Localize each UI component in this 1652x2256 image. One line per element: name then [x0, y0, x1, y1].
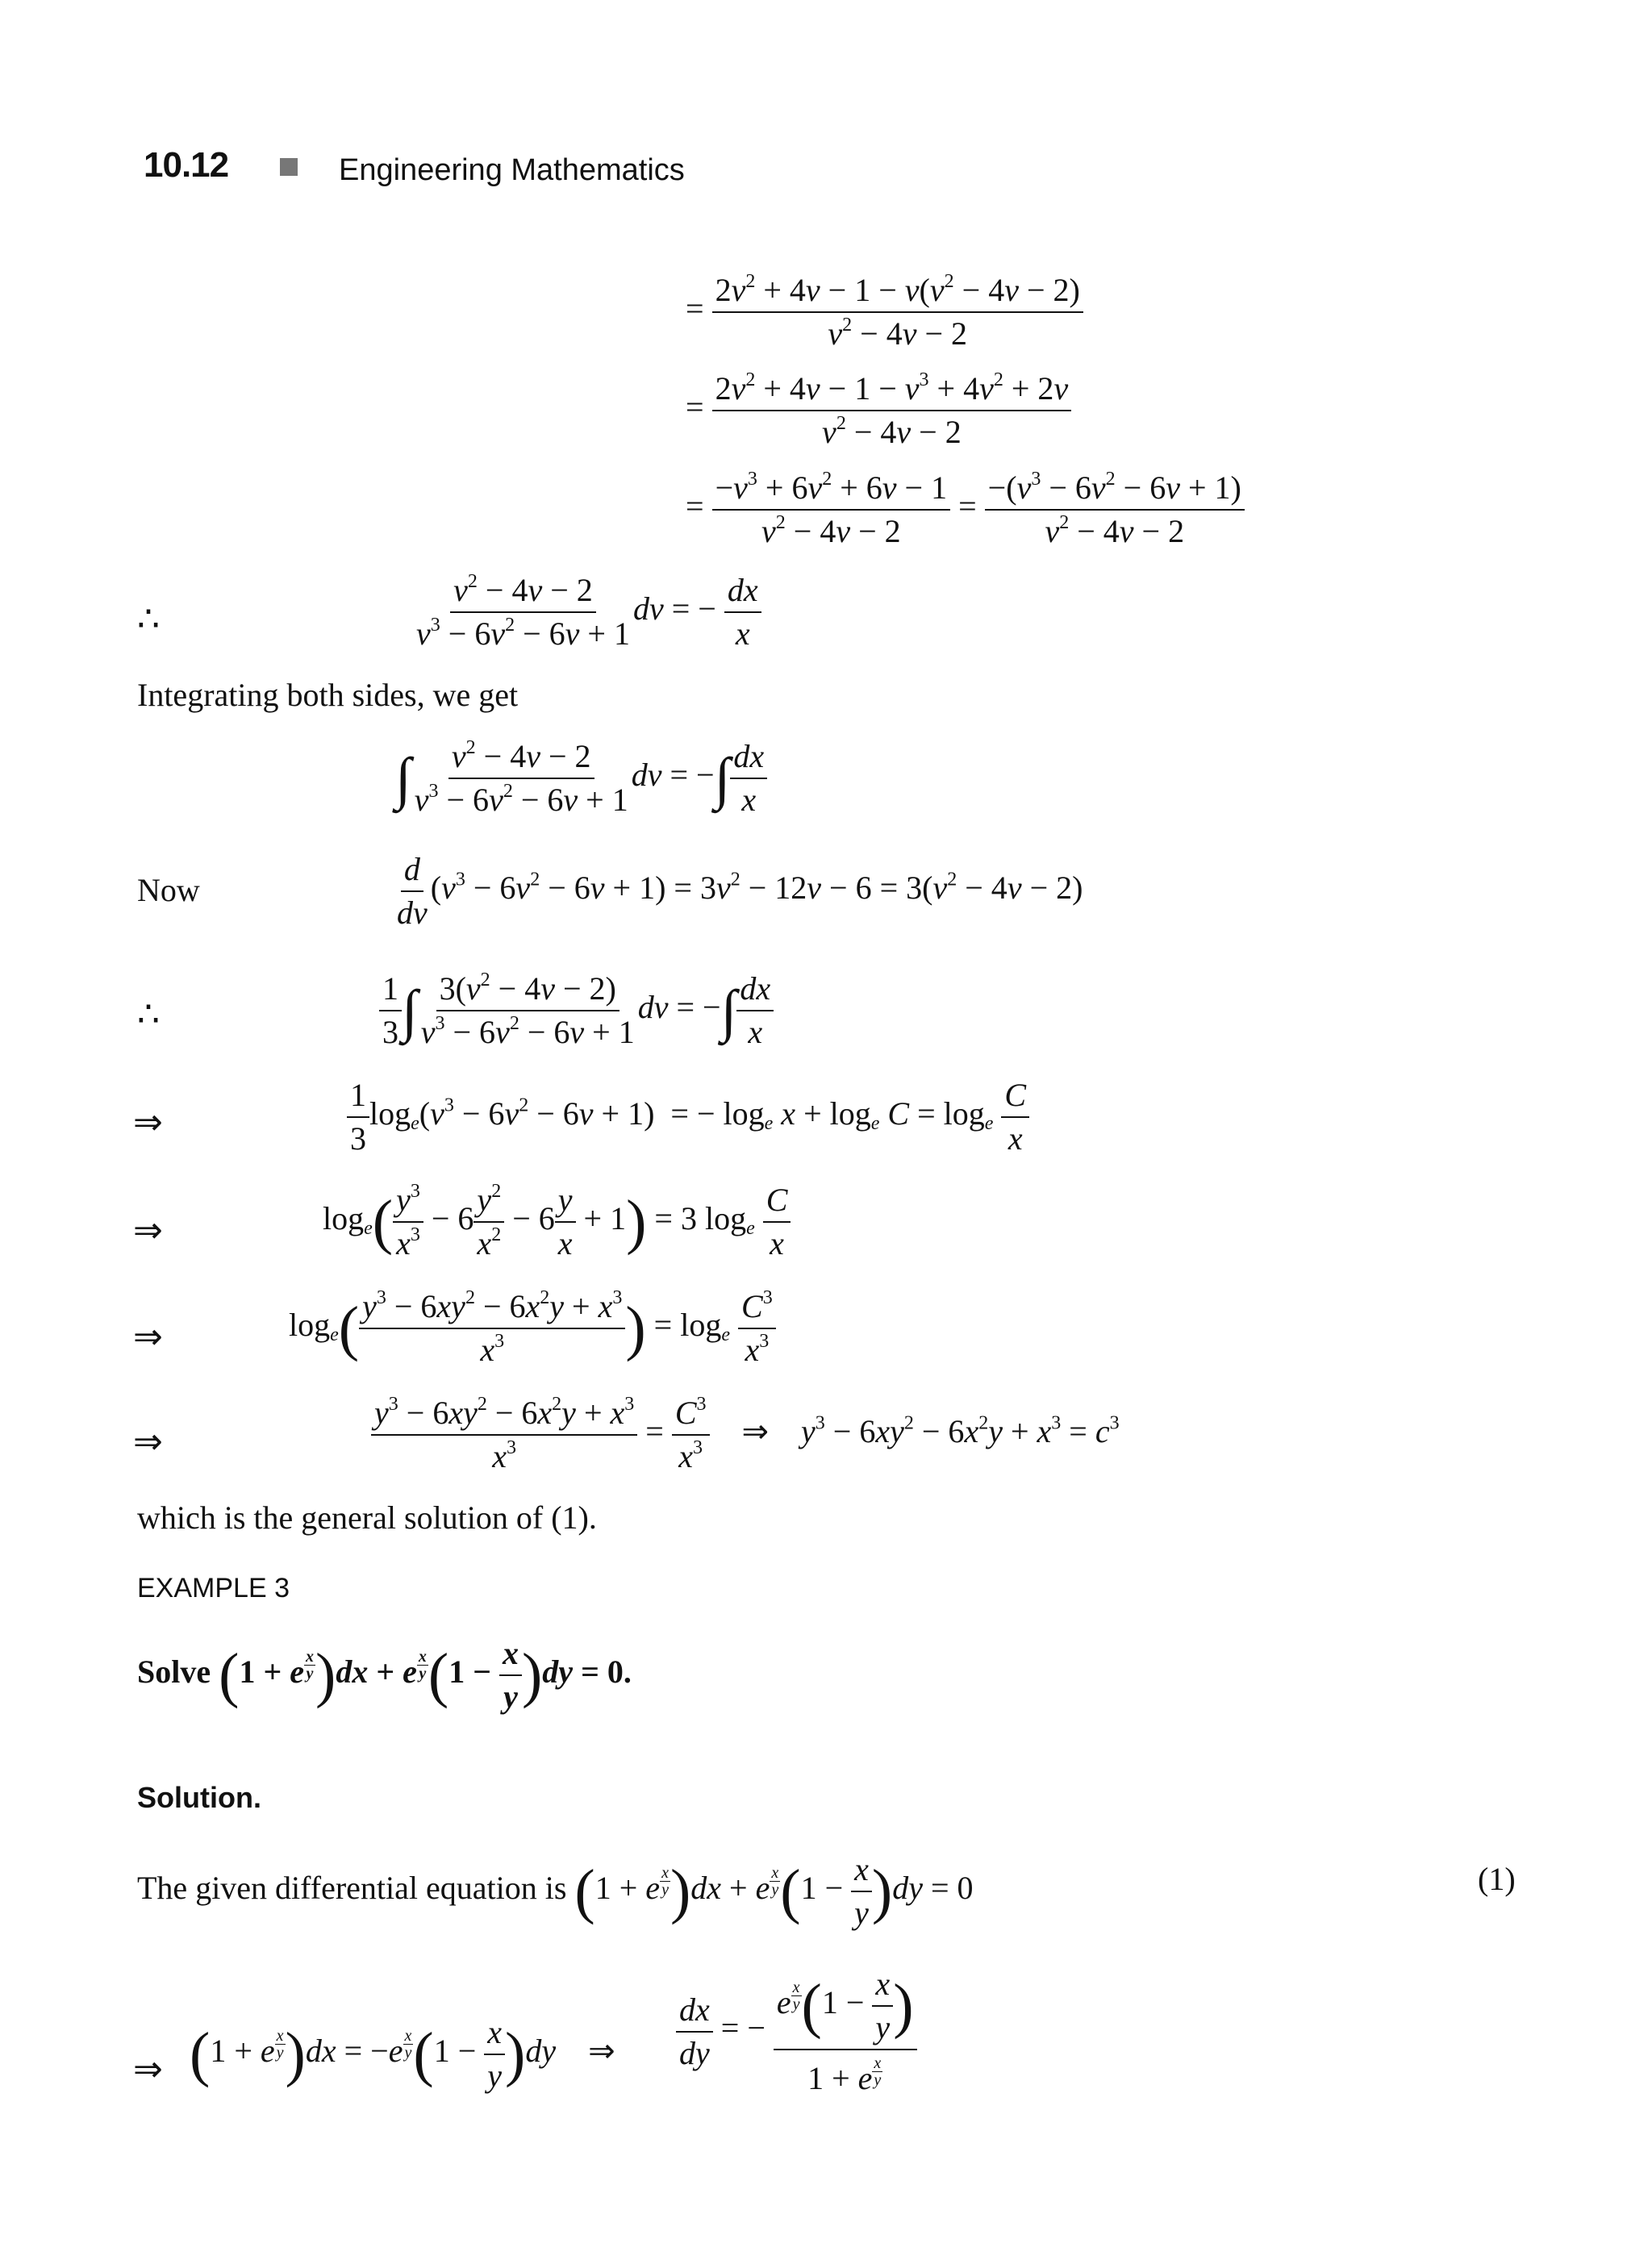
- equation-separated: $\frac{v^2 - 4v - 2}{v^3 - 6v^2 - 6v + 1}$ dv = − $\frac{dx}{x}$: [413, 574, 761, 650]
- equation-log-1: $\frac{1}{3}$ $\log_e(v^3 - 6v^2 - 6v + 1)$ = − $\log_e x + \log_e C = \log_e$ $\frac{C}{x}$: [347, 1079, 1029, 1155]
- equation-log-3: $\log_e$( $\frac{y^3 - 6xy^2 - 6x^2y + x^3}{x^3}$ ) = $\log_e$ $\frac{C^3}{x^3}$: [289, 1291, 776, 1366]
- therefore-symbol-2: ∴: [137, 995, 160, 1034]
- implies-symbol-3: ⇒: [133, 1317, 163, 1357]
- equation-integral: ∫ $\frac{v^2 - 4v - 2}{v^3 - 6v^2 - 6v + 1}$ dv = −∫ $\frac{dx}{x}$: [395, 740, 767, 816]
- now-text: Now: [137, 872, 200, 908]
- equation-number: (1): [1478, 1861, 1516, 1897]
- example-problem: Solve (1 + e $\frac{x}{y}$ )dx + e $\frac{x}{y}$ (1 − $\frac{x}{y}$ )dy = 0.: [137, 1635, 632, 1715]
- implies-symbol-4: ⇒: [133, 1422, 163, 1462]
- implies-symbol-2: ⇒: [133, 1211, 163, 1250]
- implies-symbol-5: ⇒: [133, 2050, 163, 2089]
- given-equation-text: The given differential equation is: [137, 1870, 567, 1907]
- equation-line-2: = $\frac{2v^2 + 4v - 1 - v^3 + 4v^2 + 2v}{v^2 - 4v - 2}$: [686, 373, 1071, 448]
- solution-heading: Solution.: [137, 1781, 261, 1814]
- therefore-symbol: ∴: [137, 599, 160, 639]
- equation-rearranged: (1 + e $\frac{x}{y}$ )dx = −e $\frac{x}{y}$ (1 − $\frac{x}{y}$ )dy ⇒: [190, 2014, 640, 2094]
- equation-line-1: = $\frac{2v^2 + 4v - 1 - v(v^2 - 4v - 2)}{v^2 - 4v - 2}$: [686, 274, 1083, 350]
- given-equation-line: The given differential equation is (1 + e $\frac{x}{y}$ )dx + e $\frac{x}{y}$ (1 − $\frac{x}{y}$ )dy = 0: [137, 1851, 974, 1931]
- equation-third-integral: $\frac{1}{3}$ ∫ $\frac{3(v^2 - 4v - 2)}{v^3 - 6v^2 - 6v + 1}$ dv = −∫ $\frac{dx}{x}$: [379, 973, 774, 1049]
- equation-final: $\frac{y^3 - 6xy^2 - 6x^2y + x^3}{x^3}$ = $\frac{C^3}{x^3}$ ⇒ $y^3 - 6xy^2 - 6x^2y + x^3 = c^3$: [371, 1397, 1120, 1473]
- page-number: 10.12: [144, 145, 229, 185]
- equation-dxdy: $\frac{dx}{dy}$ = − e $\frac{x}{y}$ (1 − $\frac{x}{y}$ ) 1 + e $\frac{x}{y}$: [676, 1968, 917, 2095]
- implies-symbol-1: ⇒: [133, 1103, 163, 1142]
- header-square-icon: [280, 158, 298, 176]
- general-solution-text: which is the general solution of (1).: [137, 1499, 597, 1536]
- integrating-text: Integrating both sides, we get: [137, 677, 519, 713]
- equation-derivative: $\frac{d}{dv}$ $(v^3 - 6v^2 - 6v + 1) = 3v^2 - 12v - 6 = 3(v^2 - 4v - 2)$: [397, 851, 1083, 931]
- equation-log-2: $\log_e$( $\frac{y^3}{x^3}$ − 6 $\frac{y^2}{x^2}$ − 6 $\frac{y}{x}$ + 1) = 3 $\log_e$ $\frac{C}{x}$: [323, 1184, 791, 1260]
- equation-line-3: = $\frac{-v^3 + 6v^2 + 6v - 1}{v^2 - 4v - 2}$ = $\frac{-(v^3 - 6v^2 - 6v + 1)}{v^2 - 4v - 2}$: [686, 472, 1245, 548]
- example-heading: EXAMPLE 3: [137, 1573, 290, 1603]
- book-title: Engineering Mathematics: [339, 153, 685, 187]
- solve-label: Solve: [137, 1653, 211, 1691]
